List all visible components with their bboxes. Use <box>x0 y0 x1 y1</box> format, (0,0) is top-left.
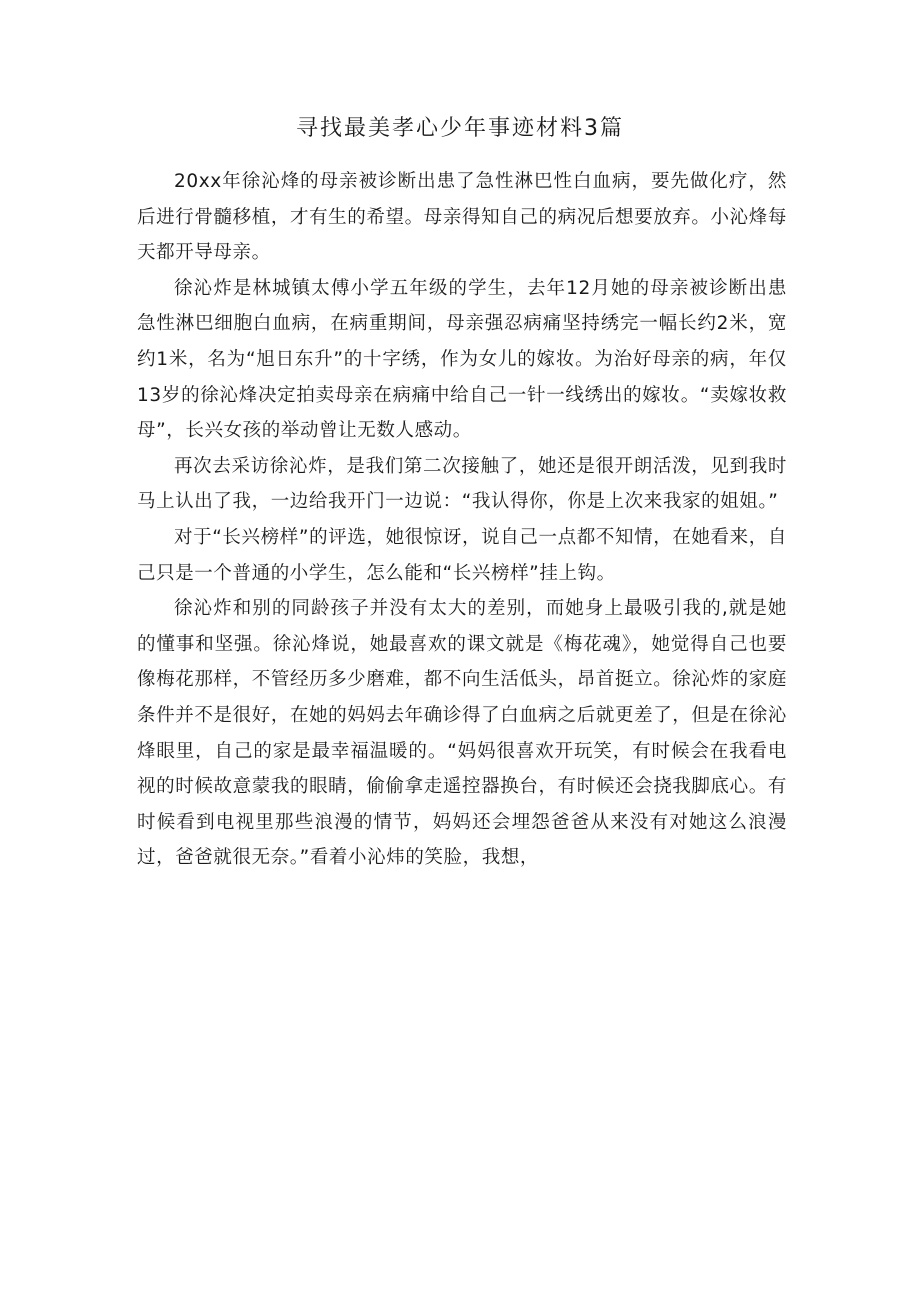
document-title: 寻找最美孝心少年事迹材料3篇 <box>296 116 624 141</box>
document-body <box>137 164 787 876</box>
paragraph-5: 徐沁炸和别的同龄孩子并没有太大的差别，而她身上最吸引我的,就是她的懂事和坚强。徐沁烽说，她最喜欢的课文就是《梅花魂》，她觉得自己也要像梅花那样，不管经历多少磨难，都不向生活低头，昂首挺立。徐沁炸的家庭条件并不是很好，在她的妈妈去年确诊得了白血病之后就更差了，但是在徐沁烽眼里，自己的家是最幸福温暖的。“妈妈很喜欢开玩笑，有时候会在我看电视的时候故意蒙我的眼睛，偷偷拿走遥控器换台，有时候还会挠我脚底心。有时候看到电视里那些浪漫的情节，妈妈还会埋怨爸爸从来没有对她这么浪漫过，爸爸就很无奈。”看着小沁炜的笑脸，我想， <box>137 598 787 869</box>
paragraph-3: 再次去采访徐沁炸，是我们第二次接触了，她还是很开朗活泼，见到我时马上认出了我，一边给我开门一边说：“我认得你，你是上次来我家的姐姐。” <box>137 455 787 513</box>
paragraph-2: 徐沁炸是林城镇太傅小学五年级的学生，去年12月她的母亲被诊断出患急性淋巴细胞白血病，在病重期间，母亲强忍病痛坚持绣完一幅长约2米，宽约1米，名为“旭日东升”的十字绣，作为女儿的嫁妆。为治好母亲的病，年仅13岁的徐沁烽决定拍卖母亲在病痛中给自己一针一线绣出的嫁妆。“卖嫁妆救母”，长兴女孩的举动曾让无数人感动。 <box>137 277 787 442</box>
paragraph-1: 20xx年徐沁烽的母亲被诊断出患了急性淋巴性白血病，要先做化疗，然后进行骨髓移植，才有生的希望。母亲得知自己的病况后想要放弃。小沁烽每天都开导母亲。 <box>137 171 787 264</box>
paragraph-4: 对于“长兴榜样”的评选，她很惊讶，说自己一点都不知情，在她看来，自己只是一个普通的小学生，怎么能和“长兴榜样”挂上钩。 <box>137 526 787 584</box>
